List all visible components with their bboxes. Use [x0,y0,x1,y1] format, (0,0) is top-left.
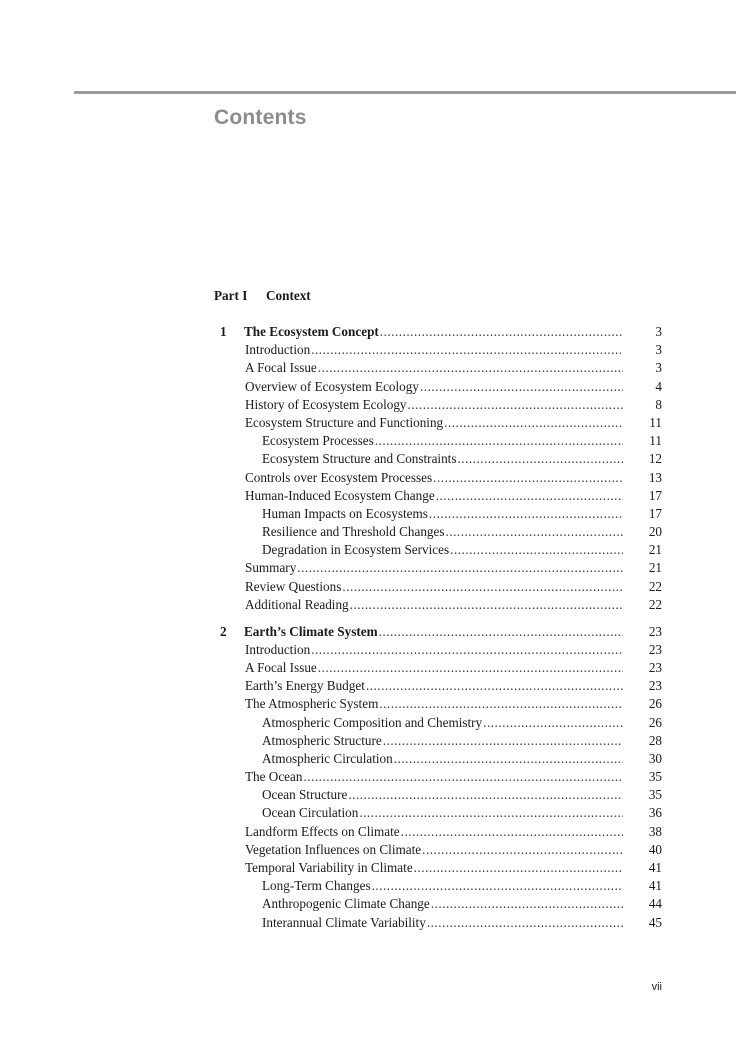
page-ref: 28 [648,732,662,748]
dot-leader [446,523,623,541]
dot-leader [450,541,623,559]
toc-entry[interactable] [220,450,662,468]
page-ref: 26 [648,696,662,712]
toc-entry[interactable] [220,659,662,677]
chapter-row[interactable] [220,323,662,341]
page-ref: 35 [648,769,662,785]
dot-leader [429,505,623,523]
dot-leader [311,341,623,359]
toc-entry[interactable] [220,750,662,768]
section-title: Ocean Structure [262,787,348,803]
dot-leader [380,323,623,341]
page-ref: 21 [648,560,662,576]
dot-leader [375,432,623,450]
toc-entry[interactable] [220,541,662,559]
section-title: Landform Effects on Climate [245,823,400,839]
page-title: Contents [214,106,307,129]
chapter-title: Earth’s Climate System [244,623,378,639]
dot-leader [394,750,623,768]
toc-entry[interactable] [220,841,662,859]
toc-entry[interactable] [220,768,662,786]
part-label: Part I [214,288,248,303]
section-title: Interannual Climate Variability [262,914,426,930]
page-ref: 3 [655,324,662,339]
page-ref: 36 [648,805,662,821]
page-ref: 11 [649,433,662,449]
dot-leader [303,768,623,786]
section-title: A Focal Issue [245,360,317,376]
top-rule [74,91,736,94]
dot-leader [350,596,623,614]
dot-leader [318,659,623,677]
dot-leader [311,641,623,659]
page-ref: 23 [648,659,662,675]
toc-entry[interactable] [220,641,662,659]
toc-entry[interactable] [220,804,662,822]
toc-entry[interactable] [220,786,662,804]
page-ref: 23 [648,623,662,639]
toc-entry[interactable] [220,596,662,614]
page-ref: 23 [648,678,662,694]
page-number: vii [651,981,662,993]
section-title: Atmospheric Circulation [262,750,393,766]
toc-entry[interactable] [220,469,662,487]
page-ref: 23 [648,641,662,657]
toc-entry[interactable] [220,559,662,577]
section-title: Temporal Variability in Climate [245,860,413,876]
section-title: Anthropogenic Climate Change [262,896,430,912]
page-ref: 41 [648,860,662,876]
page-ref: 3 [655,342,662,358]
section-title: Review Questions [245,578,342,594]
dot-leader [457,450,623,468]
toc-entry[interactable] [220,823,662,841]
part-heading [214,288,311,304]
section-title: Resilience and Threshold Changes [262,524,445,540]
toc-entry[interactable] [220,695,662,713]
toc-entry[interactable] [220,914,662,932]
section-title: Human Impacts on Ecosystems [262,505,428,521]
section-title: Long-Term Changes [262,878,371,894]
page-ref: 17 [648,505,662,521]
toc-entry[interactable] [220,523,662,541]
page-ref: 11 [649,414,662,430]
chapter-title: The Ecosystem Concept [244,324,379,339]
section-title: The Atmospheric System [245,696,379,712]
section-title: Vegetation Influences on Climate [245,841,422,857]
dot-leader [483,714,623,732]
toc-entry[interactable] [220,677,662,695]
section-title: Overview of Ecosystem Ecology [245,378,419,394]
section-title: Ocean Circulation [262,805,359,821]
section-title: Atmospheric Structure [262,732,382,748]
section-title: The Ocean [245,769,303,785]
table-of-contents [220,323,662,932]
dot-leader [401,823,623,841]
page-ref: 30 [648,750,662,766]
toc-entry[interactable] [220,714,662,732]
toc-entry[interactable] [220,895,662,913]
dot-leader [366,677,623,695]
dot-leader [318,359,623,377]
dot-leader [436,487,623,505]
page-ref: 8 [655,396,662,412]
toc-entry[interactable] [220,432,662,450]
chapter-row[interactable] [220,623,662,641]
toc-entry[interactable] [220,505,662,523]
dot-leader [444,414,623,432]
toc-entry[interactable] [220,578,662,596]
section-title: Introduction [245,342,311,358]
page-ref: 4 [655,378,662,394]
dot-leader [379,695,623,713]
dot-leader [420,378,623,396]
page-ref: 21 [648,542,662,558]
dot-leader [433,469,623,487]
section-title: Summary [245,560,297,576]
dot-leader [408,396,623,414]
page-ref: 22 [648,596,662,612]
page-ref: 38 [648,823,662,839]
section-title: Ecosystem Processes [262,433,374,449]
toc-entry[interactable] [220,414,662,432]
dot-leader [297,559,623,577]
toc-entry[interactable] [220,487,662,505]
page-ref: 41 [648,878,662,894]
dot-leader [431,895,623,913]
section-title: Atmospheric Composition and Chemistry [262,714,483,730]
page-ref: 13 [648,469,662,485]
page-ref: 17 [648,487,662,503]
section-title: Ecosystem Structure and Functioning [245,414,444,430]
page-ref: 12 [648,451,662,467]
section-title: Degradation in Ecosystem Services [262,542,450,558]
page-ref: 35 [648,787,662,803]
chapter-number: 1 [220,324,227,339]
dot-leader [422,841,623,859]
toc-entry[interactable] [220,378,662,396]
section-title: A Focal Issue [245,659,317,675]
dot-leader [379,623,623,641]
toc-entry[interactable] [220,877,662,895]
page-ref: 22 [648,578,662,594]
section-title: Ecosystem Structure and Constraints [262,451,457,467]
page-ref: 26 [648,714,662,730]
page-ref: 3 [655,360,662,376]
section-title: Human-Induced Ecosystem Change [245,487,435,503]
dot-leader [359,804,623,822]
page-ref: 20 [648,524,662,540]
part-title: Context [266,288,311,303]
toc-entry[interactable] [220,859,662,877]
toc-entry[interactable] [220,732,662,750]
dot-leader [414,859,623,877]
section-title: History of Ecosystem Ecology [245,396,407,412]
toc-entry[interactable] [220,341,662,359]
section-title: Additional Reading [245,596,349,612]
dot-leader [342,578,623,596]
section-title: Earth’s Energy Budget [245,678,365,694]
page-ref: 44 [648,896,662,912]
page-ref: 40 [648,841,662,857]
toc-entry[interactable] [220,396,662,414]
dot-leader [348,786,623,804]
chapter-number: 2 [220,623,227,639]
page-ref: 45 [648,914,662,930]
dot-leader [372,877,623,895]
section-title: Controls over Ecosystem Processes [245,469,433,485]
dot-leader [427,914,623,932]
dot-leader [383,732,623,750]
toc-entry[interactable] [220,359,662,377]
section-title: Introduction [245,641,311,657]
